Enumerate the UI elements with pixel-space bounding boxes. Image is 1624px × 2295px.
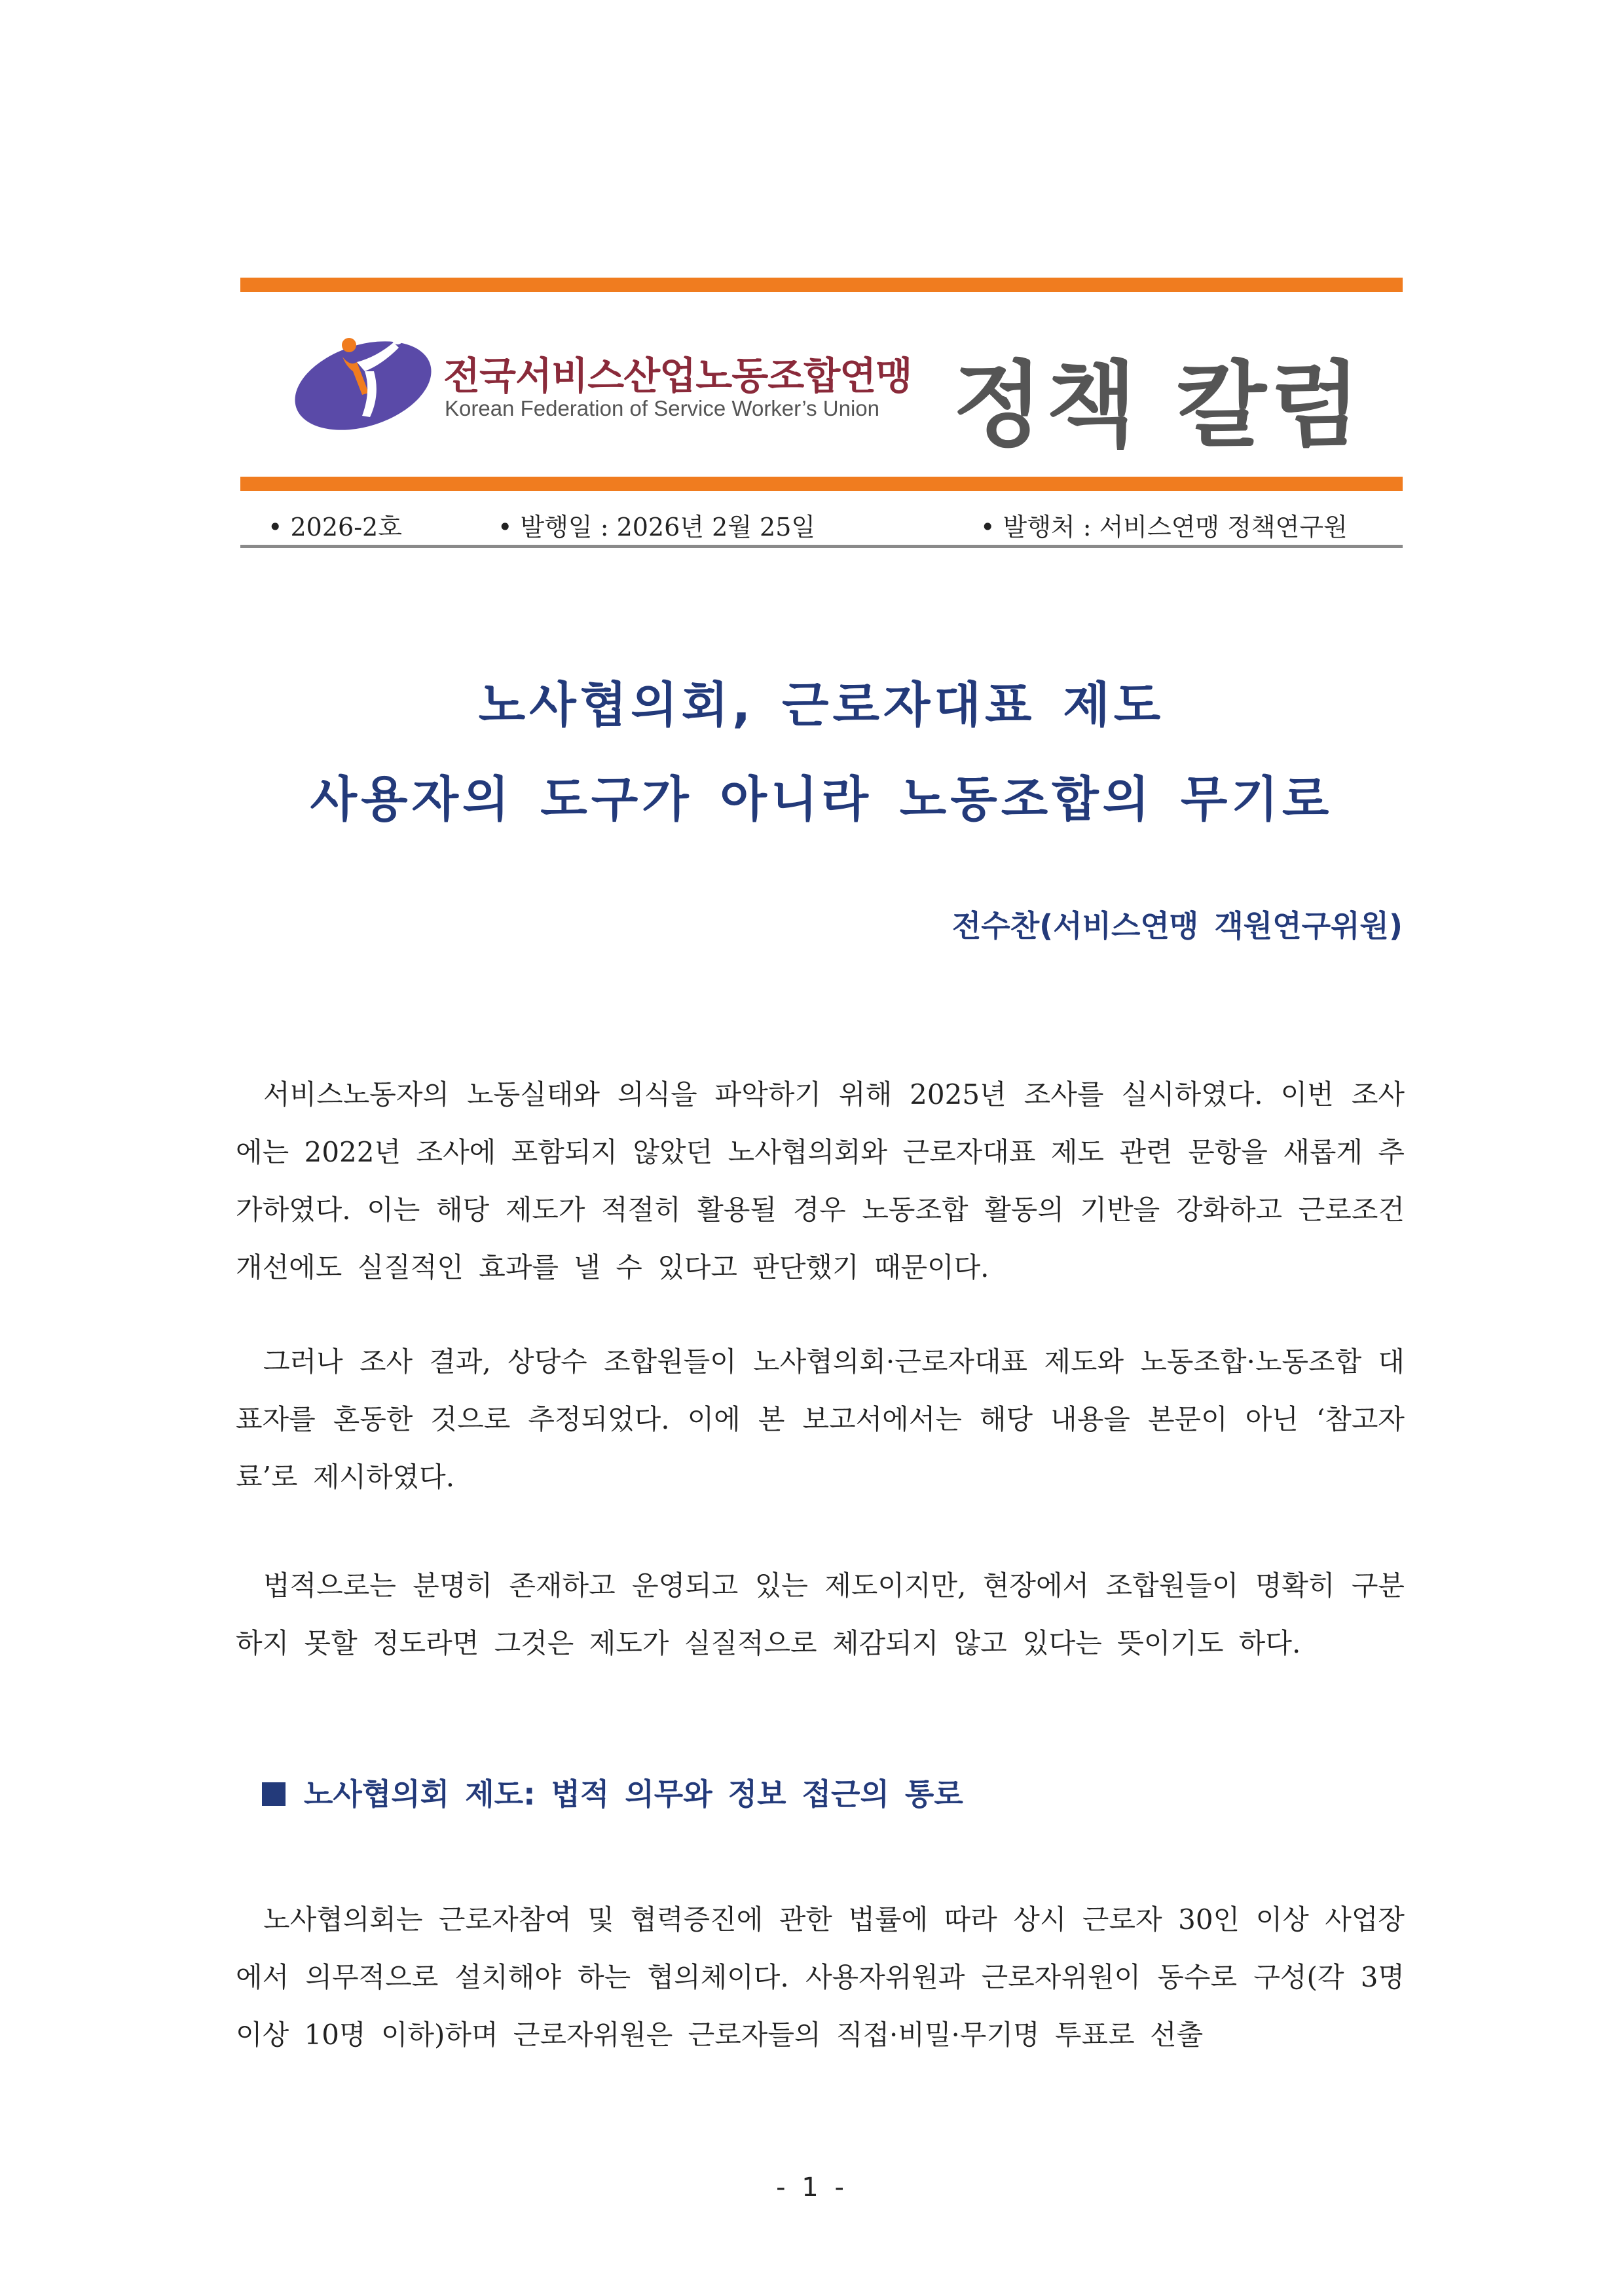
publication-meta	[240, 495, 1403, 547]
body-paragraph-3: 법적으로는 분명히 존재하고 운영되고 있는 제도이지만, 현장에서 조합원들이 명확히 구분하지 못할 정도라면 그것은 제도가 실질적으로 체감되지 않고 있다는 뜻이기도 하다.	[236, 1570, 1405, 1659]
page-number: - 1 -	[776, 2173, 848, 2203]
issue-number: • 2026-2호	[268, 513, 402, 542]
doc-type-title: 정책 칼럼	[953, 352, 1365, 460]
union-logo-icon	[331, 331, 422, 429]
body-paragraph-2: 그러나 조사 결과, 상당수 조합원들이 노사협의회·근로자대표 제도와 노동조합·노동조합 대표자를 혼동한 것으로 추정되었다. 이에 본 보고서에서는 해당 내용을 본문이 아닌 ‘참고자료’로 제시하였다.	[236, 1346, 1405, 1493]
section-heading	[262, 1771, 963, 1814]
body-paragraph-4: 노사협의회는 근로자참여 및 협력증진에 관한 법률에 따라 상시 근로자 30인 이상 사업장에서 의무적으로 설치해야 하는 협의체이다. 사용자위원과 근로자위원이 동수로 구성(각 3명 이상 10명 이하)하며 근로자위원은 근로자들의 직접·비밀·무기명 투표로 선출	[236, 1903, 1405, 2051]
article-title-line-2: 사용자의 도구가 아니라 노동조합의 무기로	[310, 771, 1333, 828]
body-paragraph-1: 서비스노동자의 노동실태와 의식을 파악하기 위해 2025년 조사를 실시하였다. 이번 조사에는 2022년 조사에 포함되지 않았던 노사협의회와 근로자대표 제도 관련 문항을 새롭게 추가하였다. 이는 해당 제도가 적절히 활용될 경우 노동조합 활동의 기반을 강화하고 근로조건 개선에도 실질적인 효과를 낼 수 있다고 판단했기 때문이다.	[236, 1078, 1405, 1283]
publisher: • 발행처 : 서비스연맹 정책연구원	[980, 513, 1348, 542]
article-title-line-1: 노사협의회, 근로자대표 제도	[478, 677, 1165, 733]
org-name-english: Korean Federation of Service Worker’s Union	[445, 396, 879, 420]
org-name-korean: 전국서비스산업노동조합연맹	[443, 354, 912, 398]
header-top-rule	[240, 278, 1403, 292]
header-bottom-rule	[240, 477, 1403, 491]
article-author: 전수찬(서비스연맹 객원연구위원)	[951, 908, 1403, 944]
publish-date: • 발행일 : 2026년 2월 25일	[498, 513, 816, 542]
meta-bottom-rule	[240, 545, 1403, 548]
square-bullet-icon	[262, 1782, 286, 1806]
union-logo	[293, 331, 912, 435]
section-heading-text: 노사협의회 제도: 법적 의무와 정보 접근의 통로	[304, 1776, 963, 1812]
